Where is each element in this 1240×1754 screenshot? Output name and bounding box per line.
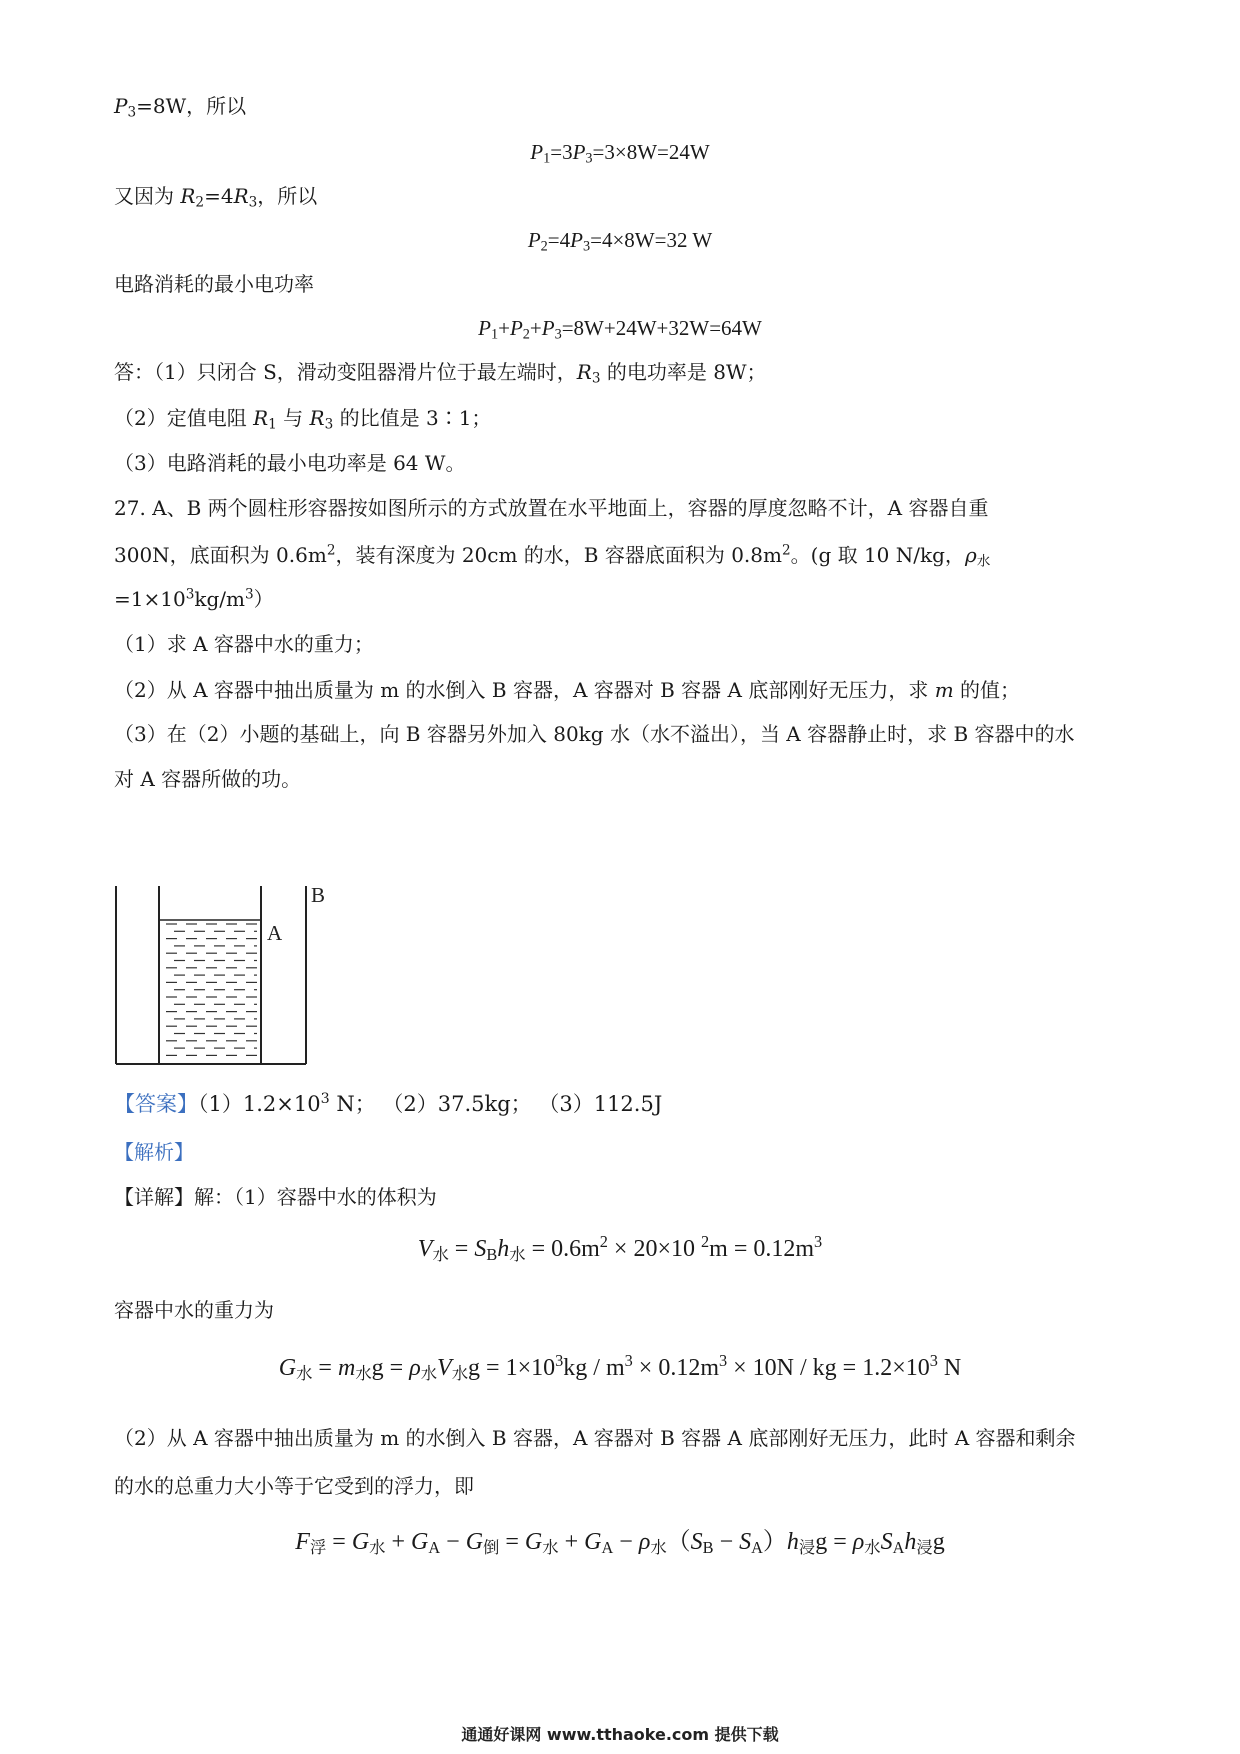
solution-line: 的水的总重力大小等于它受到的浮力，即 — [114, 1474, 474, 1498]
footer-watermark: 通通好课网 www.tthaoke.com 提供下载 — [461, 1725, 779, 1744]
equation-volume: $V_水 = S_Bh_水 = 0.6m^2 \times 20\times 10$ $^2m = 0.12m^3$ — [417, 1232, 823, 1265]
detail-tag: 【详解】 — [114, 1185, 194, 1209]
answer-tag: 【答案】 — [114, 1092, 198, 1116]
text-line: 电路消耗的最小电功率 — [114, 272, 314, 296]
analysis-heading — [114, 1138, 194, 1166]
container-diagram-svg — [114, 880, 326, 1070]
solution-line: 【详解】解：（1）容器中水的体积为 — [114, 1185, 437, 1209]
answer-line: 答：（1）只闭合 S，滑动变阻器滑片位于最左端时，$R_3$ 的电功率是 8W； — [114, 360, 767, 387]
water-hatching — [166, 924, 257, 1055]
equation-p2: $P_2=4P_3=4\times 8W=32$ W — [527, 228, 713, 255]
question-stem: 27. A、B 两个圆柱形容器按如图所示的方式放置在水平地面上，容器的厚度忽略不计，A 容器自重 — [114, 496, 989, 520]
equation-buoyancy: $F_浮 = G_水 + G_A - G_倒 = G_水 + G_A - \rho_水(S_B - S_A)h_浸g = \rho_水S_Ah_浸g$ — [295, 1529, 945, 1558]
solution-line: （2）从 A 容器中抽出质量为 m 的水倒入 B 容器，A 容器对 B 容器 A 底部刚好无压力，此时 A 容器和剩余 — [114, 1426, 1076, 1450]
equation-total-power: $P_1+P_2+P_3=8W+24W+32W=64W$ — [478, 316, 762, 343]
answer-summary: 【答案】$(1)1.2\times 10^3$ N； （2）37.5kg； （3）112.5J — [114, 1091, 663, 1116]
label-container-a: A — [267, 921, 283, 945]
question-stem: 300N，底面积为 $0.6m^2$，装有深度为 20cm 的水，B 容器底面积为 $0.8m^2$。(g 取 10 N/kg，$\rho_水$ — [114, 542, 991, 570]
equation-gravity: $G_水 = m_水g = \rho_水V_水g = 1\times 10^3kg / m^3 \times 0.12m^3 \times 10N$ / kg = $1.2\times 10^3$ N — [278, 1351, 962, 1384]
sub-question: 对 A 容器所做的功。 — [114, 767, 302, 791]
equation-p1: $P_1=3P_3=3\times 8W=24W$ — [530, 140, 710, 167]
question-stem: $=1\times 10^3kg/m^3$） — [114, 586, 274, 611]
text-line: $P_3=8W$，所以 — [114, 94, 247, 121]
answer-line: （2）定值电阻 $R_1$ 与 $R_3$ 的比值是 3∶1； — [114, 406, 492, 433]
sub-question: （3）在（2）小题的基础上，向 B 容器另外加入 80kg 水（水不溢出），当 A 容器静止时，求 B 容器中的水 — [114, 722, 1075, 746]
answer-line: （3）电路消耗的最小电功率是 64 W。 — [114, 451, 466, 475]
sub-question: （1）求 A 容器中水的重力； — [114, 632, 374, 656]
label-container-b: B — [311, 883, 326, 907]
text-line: 又因为 $R_2=4R_3$，所以 — [114, 184, 318, 211]
analysis-tag: 【解析】 — [114, 1140, 194, 1164]
solution-line: 容器中水的重力为 — [114, 1298, 274, 1322]
container-diagram — [114, 880, 326, 1070]
sub-question: （2）从 A 容器中抽出质量为 m 的水倒入 B 容器，A 容器对 B 容器 A 底部刚好无压力，求 m 的值； — [114, 678, 1021, 702]
